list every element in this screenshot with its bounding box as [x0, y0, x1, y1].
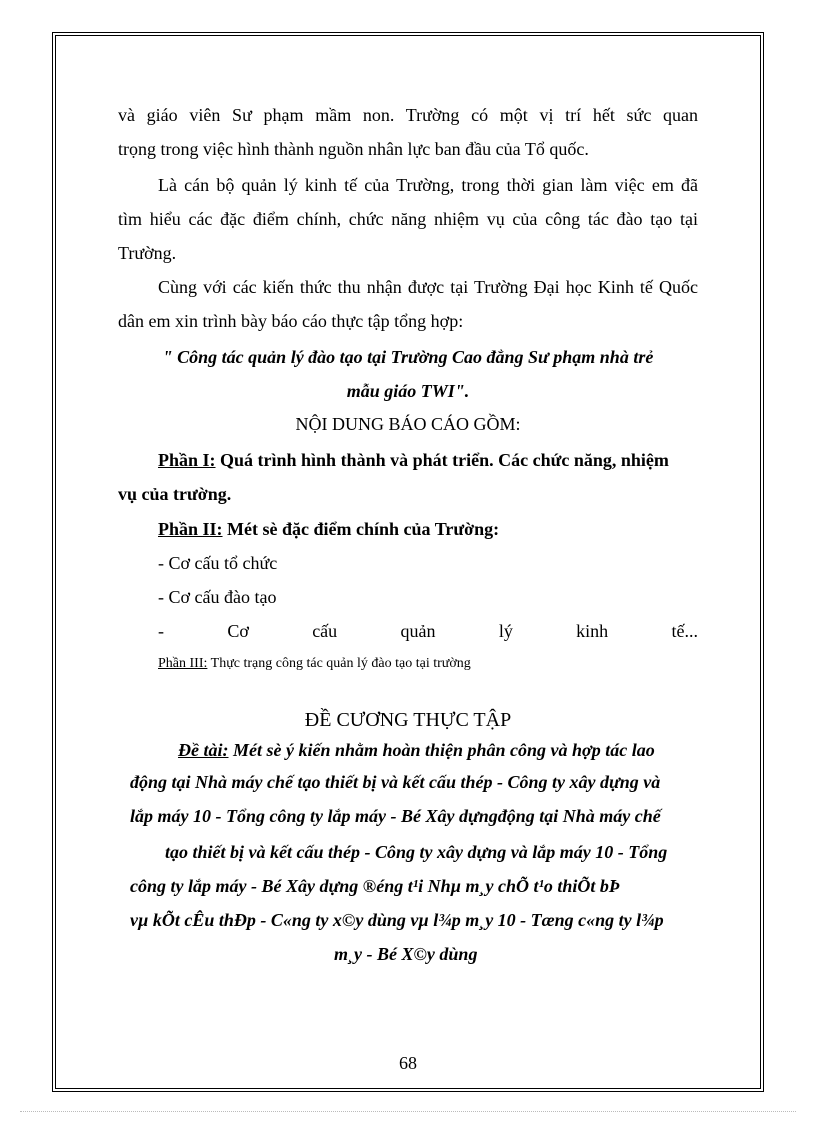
part1-continuation: vụ của trường.	[118, 484, 232, 504]
topic-label: Đề tài:	[178, 740, 229, 760]
outline-heading: ĐỀ CƯƠNG THỰC TẬP	[304, 709, 512, 731]
topic-line-6: vµ kÕt cÊu thÐp - C«ng ty x©y dùng vµ l¾p m¸y 10 - Tæng c«ng ty l¾p	[130, 910, 664, 930]
intro-line-1: và giáo viên Sư phạm mầm non. Trường có một vị trí hết sức quan	[118, 105, 698, 125]
intro-line-5: Trường.	[118, 243, 177, 263]
page-divider	[20, 1111, 796, 1112]
topic-text: Mét sè ý kiến nhằm hoàn thiện phân công và hợp tác lao	[228, 740, 655, 760]
part3-text: Thực trạng công tác quản lý đào tạo tại trường	[207, 656, 471, 671]
topic-line-1	[178, 738, 698, 762]
topic-line-2: động tại Nhà máy chế tạo thiết bị và kết cấu thép - Công ty xây dựng và	[130, 772, 661, 792]
report-title-line-1: " Công tác quản lý đào tạo tại Trường Cao đẳng Sư phạm nhà trẻ	[162, 347, 654, 367]
topic-line-3: lắp máy 10 - Tổng công ty lắp máy - Bé Xây dựngđộng tại Nhà máy chế	[130, 806, 661, 826]
topic-line-4: tạo thiết bị và kết cấu thép - Công ty xây dựng và lắp máy 10 - Tổng	[165, 842, 668, 862]
topic-line-5: công ty lắp máy - Bé Xây dựng ®éng t¹i Nhµ m¸y chÕ t¹o thiÕt bÞ	[130, 876, 620, 896]
part3-line	[158, 652, 698, 676]
part2-line	[158, 517, 698, 541]
bullet-2: - Cơ cấu đào tạo	[158, 587, 277, 607]
intro-line-2: trọng trong việc hình thành nguồn nhân lực ban đầu của Tổ quốc.	[118, 139, 589, 159]
intro-line-7: dân em xin trình bày báo cáo thực tập tổng hợp:	[118, 311, 464, 331]
topic-line-7: m¸y - Bé X©y dùng	[334, 944, 478, 964]
bullet-3: - Cơ cấu quản lý kinh tế...	[158, 621, 698, 641]
page-number: 68	[399, 1053, 417, 1073]
part2-label: Phần II:	[158, 519, 223, 539]
intro-line-3: Là cán bộ quản lý kinh tế của Trường, trong thời gian làm việc em đã	[158, 175, 698, 195]
part2-text: Mét sè đặc điểm chính của Trường:	[222, 519, 500, 539]
part3-label: Phần III:	[158, 656, 208, 671]
intro-line-6: Cùng với các kiến thức thu nhận được tại Trường Đại học Kinh tế Quốc	[158, 277, 698, 297]
bullet-1: - Cơ cấu tổ chức	[158, 553, 278, 573]
contents-heading: NỘI DUNG BÁO CÁO GỒM:	[295, 414, 521, 434]
part1-text: Quá trình hình thành và phát triển. Các chức năng, nhiệm	[215, 450, 669, 470]
part1-label: Phần I:	[158, 450, 216, 470]
report-title-line-2: mẫu giáo TWI".	[346, 381, 470, 401]
intro-line-4: tìm hiểu các đặc điểm chính, chức năng nhiệm vụ của công tác đào tạo tại	[118, 209, 698, 229]
part1-line	[158, 448, 698, 472]
